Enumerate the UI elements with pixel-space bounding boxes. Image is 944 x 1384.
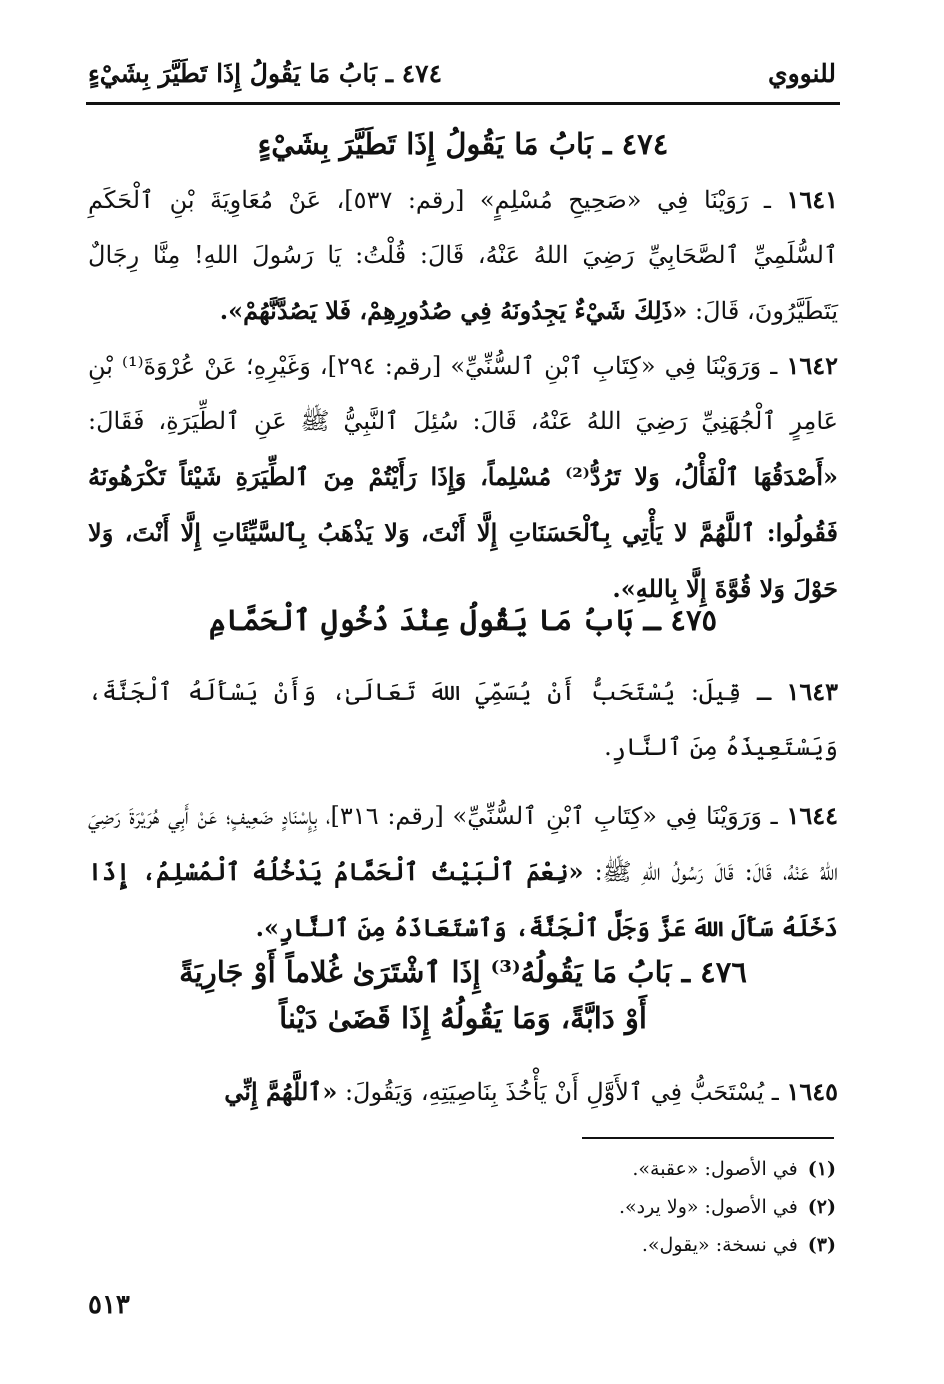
hadith-1642 (88, 338, 838, 617)
hadith-text: ـ يُسْتَحَبُّ فِي ٱلأَوَّلِ أَنْ يَأْخُذَ بِنَاصِيَتِهِ، وَيَقُولَ: (337, 1078, 787, 1106)
footnote-rule (582, 1137, 834, 1139)
page-number: ٥١٣ (88, 1290, 130, 1320)
chapter-heading-475: ٤٧٥ ـ بَابُ مَا يَقُولُ عِنْدَ دُخُولِ ٱلْحَمَّامِ (208, 603, 718, 637)
chapter-heading-476-line1: ٤٧٦ ـ بَابُ مَا يَقُولُهُ⁽³⁾ إِذَا ٱشْتَرَىٰ غُلاماً أَوْ جَارِيَةً (179, 955, 747, 989)
hadith-text: ـ وَرَوَيْنَا فِي «كِتَابِ ٱبْنِ ٱلسُّنِّيِّ» [رقم: ٢٩٤]، وَغَيْرِهِ؛ عَنْ عُرْوَةَ⁽¹⁾ بْنِ عَامِرٍ ٱلْجُهَنِيِّ رَضِيَ اللهُ عَنْهُ، قَالَ: سُئِلَ ٱلنَّبِيُّ ﷺ عَنِ ٱلطِّيَرَةِ، فَقَالَ: (88, 352, 838, 435)
footnote-number: (٣) (807, 1234, 836, 1256)
footnote-text: في نسخة: «يقول». (641, 1234, 798, 1256)
hadith-number: ١٦٤٥ (786, 1077, 838, 1106)
footnote-2 (300, 1188, 836, 1226)
hadith-number: ١٦٤٢ (786, 351, 838, 380)
footnote-number: (١) (807, 1158, 836, 1180)
chapter-heading-474: ٤٧٤ ـ بَابُ مَا يَقُولُ إِذَا تَطَيَّرَ بِشَيْءٍ (257, 127, 669, 161)
hadith-1645 (88, 1064, 838, 1120)
hadith-text: ـ قِيلَ: يُسْتَحَبُّ أَنْ يُسَمِّيَ اللهَ تَعَالَىٰ، وَأَنْ يَسْأَلَهُ ٱلْجَنَّةَ، وَيَسْتَعِيذَهُ مِنَ ٱلنَّارِ. (88, 678, 838, 761)
chapter-heading-476-line2: أَوْ دَابَّةً، وَمَا يَقُولُهُ إِذَا قَضَىٰ دَيْناً (279, 1001, 647, 1035)
footnote-1 (300, 1150, 836, 1188)
hadith-1644 (88, 788, 838, 956)
hadith-text: ـ وَرَوَيْنَا فِي «كِتَابِ ٱبْنِ ٱلسُّنِّيِّ» [رقم: ٣١٦]، بِإِسْنَادٍ ضَعِيفٍ؛ عَنْ أَبِي هُرَيْرَةَ رَضِيَ اللهُ عَنْهُ، قَالَ: قَالَ رَسُولُ اللهِ ﷺ: (88, 802, 838, 886)
hadith-quote: «ذَلِكَ شَيْءٌ يَجِدُونَهُ فِي صُدُورِهِمْ، فَلا يَصُدَّنَّهُمْ». (219, 296, 688, 325)
hadith-1641 (88, 172, 838, 339)
hadith-1643 (88, 664, 838, 775)
footnotes (300, 1150, 836, 1264)
hadith-number: ١٦٤٣ (786, 677, 838, 706)
hadith-number: ١٦٤١ (786, 185, 839, 214)
hadith-text: ـ رَوَيْنَا فِي «صَحِيحِ مُسْلِمٍ» [رقم: ٥٣٧]، عَنْ مُعَاوِيَةَ بْنِ ٱلْحَكَمِ ٱلسُّلَمِيِّ ٱلصَّحَابِيِّ رَضِيَ اللهُ عَنْهُ، قَالَ: قُلْتُ: يَا رَسُولَ اللهِ! مِنَّا رِجَالٌ يَتَطَيَّرُونَ، قَالَ: (88, 186, 838, 325)
running-head-author: للنووي (768, 58, 836, 88)
footnote-number: (٢) (807, 1196, 836, 1218)
footnote-text: في الأصول: «عقبة». (632, 1158, 798, 1180)
header-rule (86, 102, 840, 105)
running-head (88, 52, 836, 94)
hadith-quote: «أَصْدَقُهَا ٱلْفَأْلُ، وَلا تَرُدُّ⁽²⁾ مُسْلِماً، وَإِذَا رَأَيْتُمْ مِنَ ٱلطِّيَرَةِ شَيْئاً تَكْرَهُونَهُ فَقُولُوا: ٱللَّهُمَّ لا يَأْتِي بِٱلْحَسَنَاتِ إِلَّا أَنْتَ، وَلا يَذْهَبُ بِٱلسَّيِّئَاتِ إِلَّا أَنْتَ، وَلا حَوْلَ وَلا قُوَّةَ إِلَّا بِاللهِ». (88, 462, 838, 603)
running-head-chapter: ٤٧٤ ـ بَابُ مَا يَقُولُ إِذَا تَطَيَّرَ بِشَيْءٍ (88, 58, 443, 88)
footnote-3 (300, 1226, 836, 1264)
hadith-number: ١٦٤٤ (786, 801, 839, 830)
hadith-quote: «ٱللَّهُمَّ إِنِّي (224, 1077, 338, 1106)
hadith-quote: «نِعْمَ ٱلْبَيْتُ ٱلْحَمَّامُ يَدْخُلُهُ ٱلْمُسْلِمُ، إِذَا دَخَلَهُ سَأَلَ اللهَ عَزَّ وَجَلَّ ٱلْجَنَّةَ، وَٱسْتَعَاذَهُ مِنَ ٱلنَّارِ». (88, 857, 838, 942)
footnote-text: في الأصول: «ولا يرد». (618, 1196, 798, 1218)
